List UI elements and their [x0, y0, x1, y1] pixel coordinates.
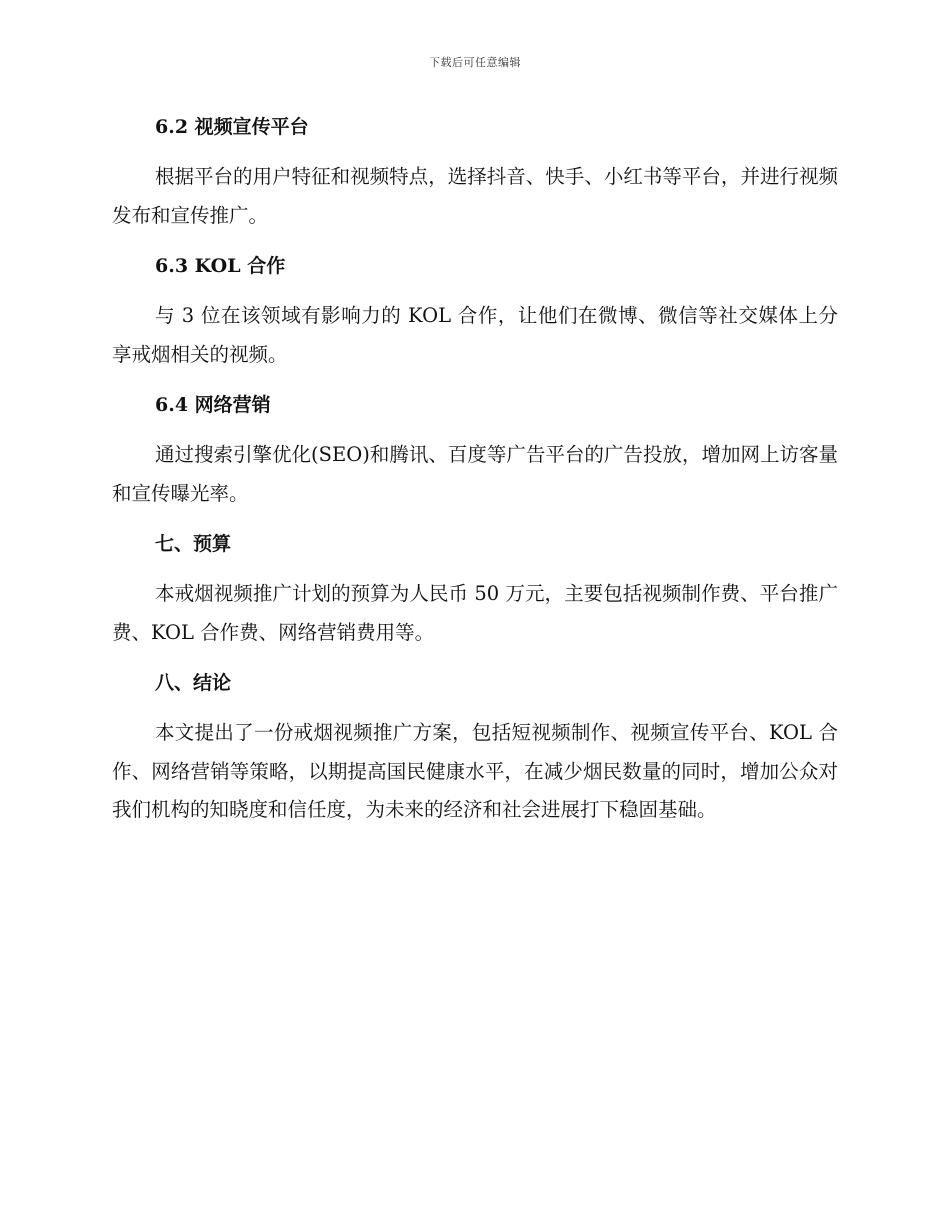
section-heading-kol: 6.3 KOL 合作: [155, 255, 286, 277]
section-paragraph-kol: 与 3 位在该领域有影响力的 KOL 合作，让他们在微博、微信等社交媒体上分享戒烟相关的视频。: [112, 304, 838, 366]
page-header-note: 下载后可任意编辑: [429, 56, 521, 69]
document-body: [112, 110, 838, 830]
section-heading-budget: 七、预算: [155, 533, 232, 555]
section-paragraph-conclusion: 本文提出了一份戒烟视频推广方案，包括短视频制作、视频宣传平台、KOL 合作、网络营销等策略，以期提高国民健康水平，在减少烟民数量的同时，增加公众对我们机构的知晓度和信任度，为未来的经济和社会进展打下稳固基础。: [112, 721, 838, 821]
section-heading-conclusion: 八、结论: [155, 672, 232, 694]
section-heading-video-platform: 6.2 视频宣传平台: [155, 116, 309, 138]
section-paragraph-budget: 本戒烟视频推广计划的预算为人民币 50 万元，主要包括视频制作费、平台推广费、KOL 合作费、网络营销费用等。: [112, 582, 838, 644]
section-paragraph-video-platform: 根据平台的用户特征和视频特点，选择抖音、快手、小红书等平台，并进行视频发布和宣传推广。: [112, 165, 838, 227]
section-paragraph-network-marketing: 通过搜索引擎优化(SEO)和腾讯、百度等广告平台的广告投放，增加网上访客量和宣传曝光率。: [112, 443, 838, 505]
section-heading-network-marketing: 6.4 网络营销: [155, 394, 271, 416]
